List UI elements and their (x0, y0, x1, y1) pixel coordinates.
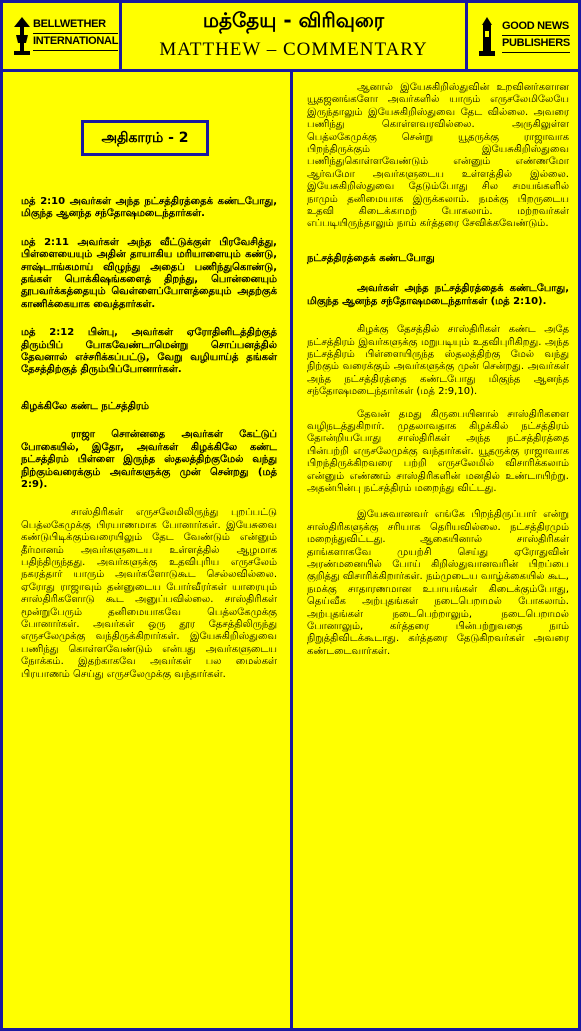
paragraph-star-again: கிழக்கு தேசத்தில் சாஸ்திரிகள் கண்ட அதே நட்சத்திரம் இவர்களுக்கு மறுபடியும் உதவிபுரிகிறது. அந்த நட்சத்திரம் பிள்ளையிருந்த ஸ்தலத்திற்கு மேல் வந்து நிற்கும் வரைக்கும் அவர்களுக்கு முன் சென்றது. அவர்கள் அந்த நட்சத்திரத்தை கண்டபோது மிகுந்த ஆனந்த சந்தோஷமடைந்தார்கள் (மத் 2:9,10). (307, 324, 569, 398)
paragraph-where-born: இயேசுவானவர் எங்கே பிறந்திருப்பார் என்று சாஸ்திரிகளுக்கு சரியாக தெரியவில்லை. நட்சத்திரமும் மறைந்துவிட்டது. ஆகையினால் சாஸ்திரிகள் தாங்களாகவே முயற்சி செய்து ஏரோதுவின் அரண்மனையில் போய் கிறிஸ்துவானவரின் பிறப்பை குறித்து விசாரிக்கிறார்கள். நம்முடைய வாழ்க்கையில் கூட, நமக்கு சாதாரணமான உபாயங்கள் கிடைக்கும்போது, தெய்வீக அற்புதங்கள் நடைபெறாமல் போகலாம். அற்புதங்கள் நடைபெற்றாலும், நடைபெறாமல் போனாலும், கர்த்தரை பின்பற்றுவதை நாம் நிறுத்திவிடக்கூடாது. கர்த்தரை தேடுகிறவர்கள் அவரை கண்டடைவார்கள். (307, 509, 569, 657)
section-heading-star-east: கிழக்கிலே கண்ட நட்சத்திரம் (21, 400, 150, 412)
title-english: MATTHEW – COMMENTARY (159, 39, 428, 60)
quote-2-10: அவர்கள் அந்த நட்சத்திரத்தைக் கண்டபோது, மிகுந்த ஆனந்த சந்தோஷமடைந்தார்கள் (மத் 2:10). (307, 283, 569, 307)
column-divider (290, 72, 293, 1031)
good-news-logo (476, 13, 576, 61)
tower-emblem-icon (476, 15, 498, 57)
header-title (122, 3, 465, 69)
section-heading-seeing-star: நட்சத்திரத்தைக் கண்டபோது (307, 252, 435, 264)
left-column (21, 72, 277, 691)
right-logo-panel (465, 3, 581, 69)
verse-2-10: மத் 2:10 அவர்கள் அந்த நட்சத்திரத்தைக் கண்டபோது, மிகுந்த ஆனந்த சந்தோஷமடைந்தார்கள். (21, 196, 277, 220)
left-logo-panel (3, 3, 122, 69)
chapter-heading: அதிகாரம் - 2 (81, 120, 209, 156)
paragraph-god-leads: தேவன் தமது கிருபையினால் சாஸ்திரிகளை வழிநடத்துகிறார். முதலாவதாக கிழக்கில் நட்சத்திரம் தோன்றியபோது சாஸ்திரிகள் அந்த நட்சத்திரத்தை பின்பற்றி எருசலேமுக்கு வந்தார்கள். யூதருக்கு ராஜாவாக பிறந்திருக்கிறவரை பற்றி எருசலேமில் விசாரிக்கலாம் என்னும் எண்ணம் சாஸ்திரிகளின் மனதில் உண்டாயிற்று. அதன்பின்பு நட்சத்திரம் மறைந்து விட்டது. (307, 408, 569, 494)
right-logo-line1: GOOD NEWS (502, 19, 570, 36)
right-column (307, 72, 569, 668)
title-tamil: மத்தேயு - விரிவுரை (202, 8, 385, 32)
paragraph-wise-men: சாஸ்திரிகள் எருசலேமிலிருந்து புறப்பட்டு பெத்லகேமுக்கு பிரயாணமாக போனார்கள். இயேசுவை கண்டுபிடிக்கும்வரையிலும் தேட வேண்டும் என்னும் தீர்மானம் அவர்களுடைய உள்ளத்தில் ஆழமாக பதிந்திருந்தது. அவர்களுக்கு உதவிபுரிய எருசலேம் நகரத்தார் யாரும் அவர்களோடுகூட செல்லவில்லை. ஏரோது ராஜாவும் தன்னுடைய போர்வீரர்கள் யாரையும் சாஸ்திரிகளோடு கூட அனுப்பவில்லை. சாஸ்திரிகள் மூன்றுபேரும் தனிமையாகவே பெத்லகேமுக்கு போனார்கள். அவர்கள் ஒரு தூர தேசத்திலிருந்து எருசலேமுக்கு வந்திருக்கிறார்கள். இயேசுகிறிஸ்துவை பணிந்து கொள்ளவேண்டும் என்பது அவர்களுடைய நோக்கம். இதற்காகவே அவர்கள் பல மைல்கள் பிரயாணம் செய்து எருசலேமுக்கு வந்தார்கள். (21, 507, 277, 680)
verse-2-12: மத் 2:12 பின்பு, அவர்கள் ஏரோதினிடத்திற்குத் திரும்பிப் போகவேண்டாமென்று சொப்பனத்தில் தேவனால் எச்சரிக்கப்பட்டு, வேறு வழியாய்த் தங்கள் தேசத்திற்குத் திரும்பிப்போனார்கள். (21, 327, 277, 376)
left-logo-line1: BELLWETHER (33, 17, 118, 34)
header (3, 3, 578, 72)
verse-2-11: மத் 2:11 அவர்கள் அந்த வீட்டுக்குள் பிரவேசித்து, பிள்ளையையும் அதின் தாயாகிய மரியாளையும் கண்டு, சாஷ்டாங்கமாய் விழுந்து அதைப் பணிந்துகொண்டு, தங்கள் பொக்கிஷங்களைத் திறந்து, பொன்னையும் தூபவர்க்கத்தையும் வெள்ளைப்போளத்தையும் அதற்குக் காணிக்கையாக வைத்தார்கள். (21, 236, 277, 310)
bellwether-logo (11, 13, 119, 61)
paragraph-jews: ஆனால் இயேசுகிறிஸ்துவின் உறவினர்களான யூதஜனங்களோ அவர்களில் யாரும் எருசலேமிலேயே இருந்தாலும் இயேசுகிறிஸ்துவை தேட வில்லை. அவரை பணிந்து கொள்ளவரவில்லை. அருகிலுள்ள பெத்லகேமுக்கு சென்று யூதருக்கு ராஜாவாக பிறந்திருக்கும் இயேசுகிறிஸ்துவை பணிந்துகொள்ளவேண்டும் என்னும் எண்ணமோ ஆர்வமோ அவர்களுடைய உள்ளத்தில் இல்லை. இயேசுகிறிஸ்துவை தேடும்போது சில சமயங்களில் நாமும் தனிமையாக இருக்கலாம். நமக்கு பிறருடைய உதவி கிடைக்காமற் போகலாம். மற்றவர்கள் எப்படியிருந்தாலும் நாம் கர்த்தரை சேவிக்கவேண்டும். (307, 82, 569, 230)
quote-2-9: ராஜா சொன்னதை அவர்கள் கேட்டுப் போகையில், இதோ, அவர்கள் கிழக்கிலே கண்ட நட்சத்திரம் பிள்ளை இருந்த ஸ்தலத்திற்குமேல் வந்து நிற்கும்வரைக்கும் அவர்களுக்கு முன் சென்றது (மத் 2:9). (21, 429, 277, 490)
bellwether-emblem-icon (11, 15, 33, 57)
right-logo-line2: PUBLISHERS (502, 36, 570, 53)
left-logo-line2: INTERNATIONAL (33, 34, 118, 51)
